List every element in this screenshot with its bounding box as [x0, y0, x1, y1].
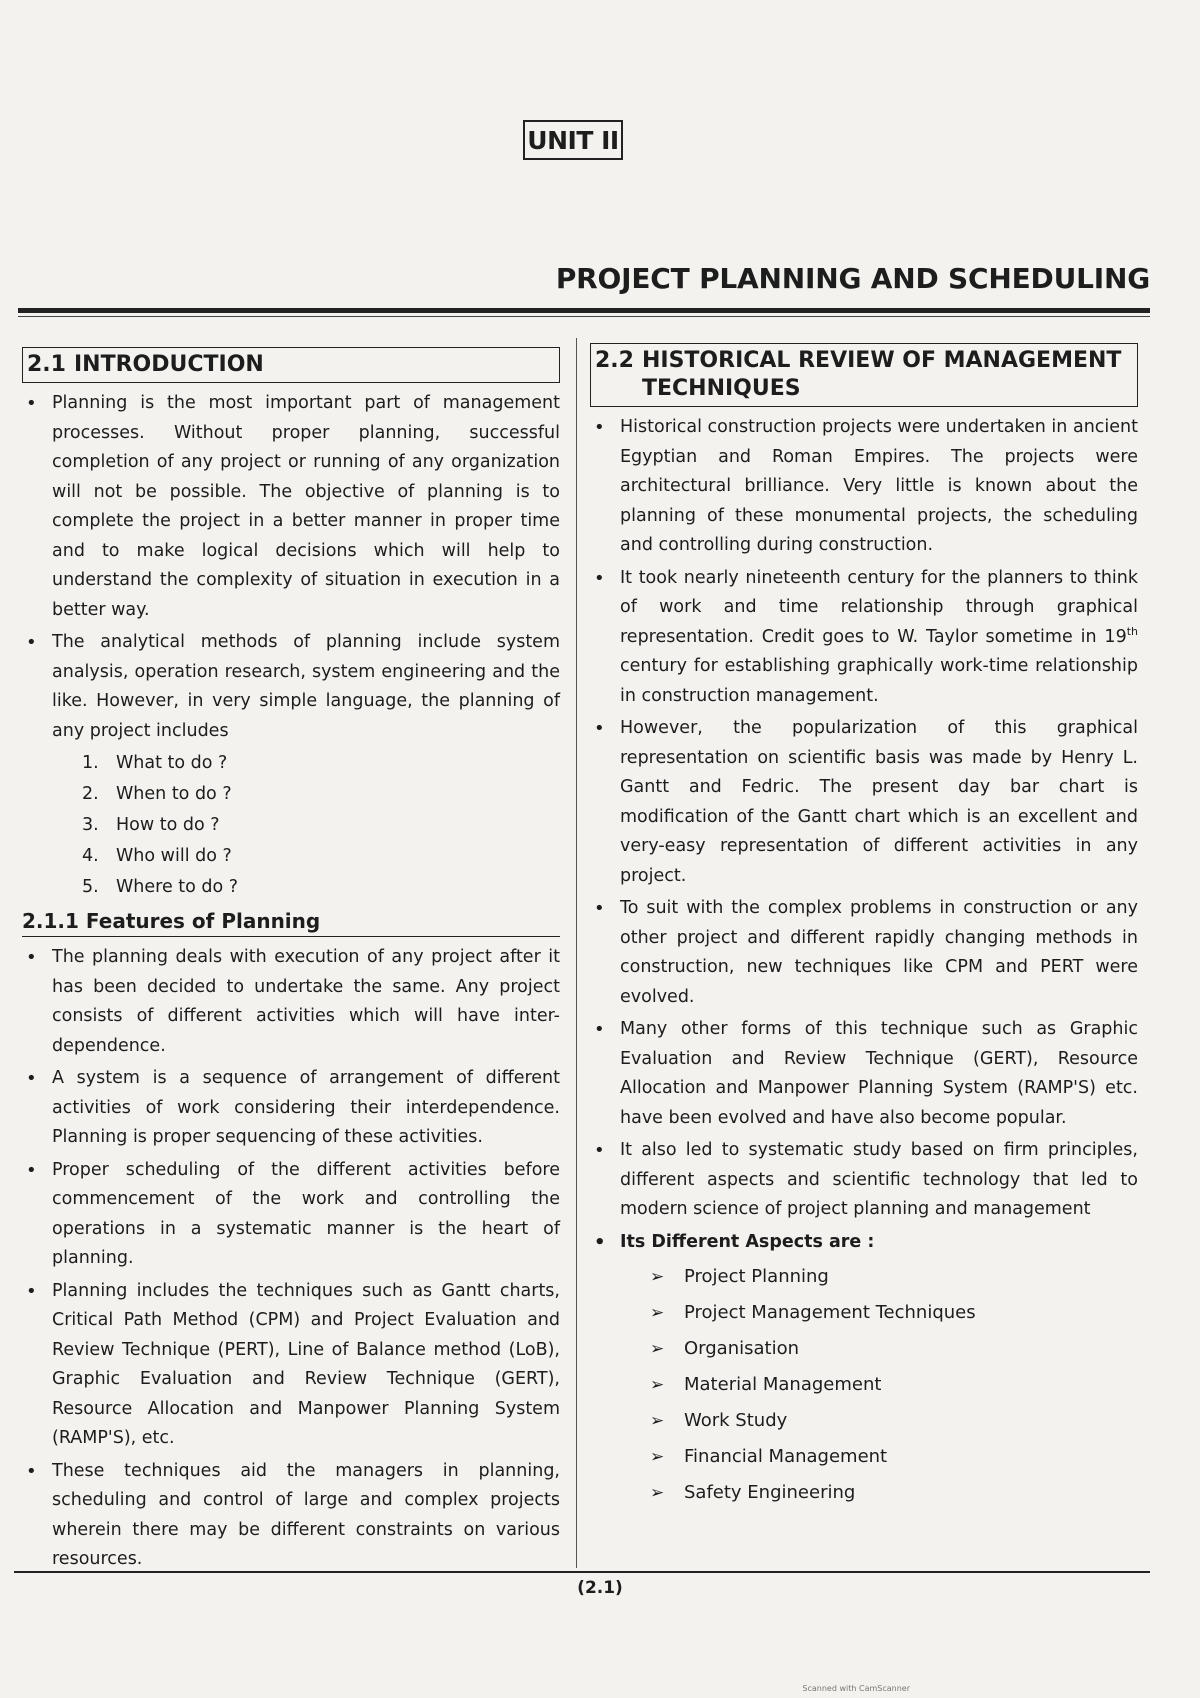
bullet-item: • The planning deals with execution of any project after it has been decided to undertake the same. Any project consists of different activities which will have inter-dependence. [22, 943, 560, 1061]
arrow-bullet-icon: ➢ [650, 1411, 665, 1431]
arrow-bullet-icon: ➢ [650, 1267, 665, 1287]
bullet-text: The analytical methods of planning include system analysis, operation research, system engineering and the like. However, in very simple language, the planning of any project includes [52, 632, 560, 741]
item-number: 2. [82, 784, 99, 804]
header-rule-thick [18, 308, 1150, 313]
aspects-list [650, 1259, 1138, 1511]
section-title: INTRODUCTION [73, 352, 264, 377]
aspect-text: Organisation [684, 1338, 800, 1359]
arrow-bullet-icon: ➢ [650, 1303, 665, 1323]
aspect-item [650, 1475, 1138, 1511]
arrow-bullet-icon: ➢ [650, 1375, 665, 1395]
aspect-item [650, 1331, 1138, 1367]
subsection-heading-features: 2.1.1 Features of Planning [22, 907, 560, 937]
bullet-item: • Planning is the most important part of management processes. Without proper planning, successful completion of any project or running of any organization will not be possible. The objective of planning is to complete the project in a better manner in proper time and to make logical decisions which will help to understand the complexity of situation in execution in a better way. [22, 389, 560, 625]
aspect-item [650, 1259, 1138, 1295]
aspect-item [650, 1295, 1138, 1331]
section-number: 2.1 [27, 352, 66, 377]
bullet-item: • Many other forms of this technique such as Graphic Evaluation and Review Technique (GERT), Resource Allocation and Manpower Planning System (RAMP'S) etc. have been evolved and have also become popular. [590, 1015, 1138, 1133]
section-title: HISTORICAL REVIEW OF MANAGEMENT TECHNIQUES [641, 348, 1122, 401]
aspect-text: Safety Engineering [684, 1482, 856, 1503]
unit-label: UNIT II [523, 120, 623, 160]
arrow-bullet-icon: ➢ [650, 1483, 665, 1503]
bullet-text: century for establishing graphically work-time relationship in construction management. [620, 656, 1138, 706]
aspect-item [650, 1367, 1138, 1403]
scanner-watermark: Scanned with CamScanner [802, 1684, 910, 1693]
item-text: Where to do ? [116, 877, 239, 897]
section-heading-introduction [22, 347, 560, 383]
item-number: 3. [82, 815, 99, 835]
aspect-item [650, 1439, 1138, 1475]
bullet-item: • A system is a sequence of arrangement of different activities of work considering their interdependence. Planning is proper sequencing of these activities. [22, 1064, 560, 1153]
section-number: 2.2 [595, 348, 634, 373]
planning-questions-list [82, 748, 560, 903]
bullet-item: • These techniques aid the managers in planning, scheduling and control of large and complex projects wherein there may be different constraints on various resources. [22, 1457, 560, 1575]
bullet-item: • However, the popularization of this graphical representation on scientific basis was made by Henry L. Gantt and Fedric. The present day bar chart is modification of the Gantt chart which is an excellent and very-easy representation of different activities in any project. [590, 714, 1138, 891]
aspects-heading: Its Different Aspects are : [620, 1231, 875, 1252]
arrow-bullet-icon: ➢ [650, 1447, 665, 1467]
item-number: 1. [82, 753, 99, 773]
bullet-item-aspects-heading [590, 1228, 1138, 1512]
list-item [82, 810, 560, 841]
column-divider [576, 338, 577, 1568]
list-item [82, 748, 560, 779]
aspect-text: Project Management Techniques [684, 1302, 976, 1323]
bullet-item [22, 628, 560, 903]
arrow-bullet-icon: ➢ [650, 1339, 665, 1359]
page-number: (2.1) [577, 1578, 623, 1598]
chapter-title: PROJECT PLANNING AND SCHEDULING [555, 262, 1150, 295]
bullet-text: It took nearly nineteenth century for the planners to think of work and time relationship through graphical representation. Credit goes to W. Taylor sometime in 19 [620, 567, 1138, 647]
item-text: What to do ? [116, 753, 228, 773]
bullet-item: • To suit with the complex problems in construction or any other project and different rapidly changing methods in construction, new techniques like CPM and PERT were evolved. [590, 894, 1138, 1012]
list-item [82, 841, 560, 872]
superscript: th [1126, 624, 1138, 638]
bullet-item: • Proper scheduling of the different activities before commencement of the work and controlling the operations in a systematic manner is the heart of planning. [22, 1156, 560, 1274]
bullet-item [590, 564, 1138, 712]
header-rule-thin [18, 316, 1150, 317]
item-text: How to do ? [116, 815, 220, 835]
bullet-item: • It also led to systematic study based on firm principles, different aspects and scientific technology that led to modern science of project planning and management [590, 1136, 1138, 1225]
aspect-text: Material Management [684, 1374, 882, 1395]
section-heading-historical-review [590, 343, 1138, 407]
history-bullet-list [590, 413, 1138, 1511]
list-item [82, 779, 560, 810]
item-number: 5. [82, 877, 99, 897]
bullet-item: • Planning includes the techniques such as Gantt charts, Critical Path Method (CPM) and Project Evaluation and Review Technique (PERT), Line of Balance method (LoB), Graphic Evaluation and Review Technique (GERT), Resource Allocation and Manpower Planning System (RAMP'S), etc. [22, 1277, 560, 1454]
left-column [22, 347, 560, 1578]
item-number: 4. [82, 846, 99, 866]
bullet-item: • Historical construction projects were undertaken in ancient Egyptian and Roman Empires. The projects were architectural brilliance. Very little is known about the planning of these monumental projects, the scheduling and controlling during construction. [590, 413, 1138, 561]
footer-rule [14, 1571, 1150, 1573]
aspect-text: Work Study [684, 1410, 788, 1431]
aspect-item [650, 1403, 1138, 1439]
intro-bullet-list [22, 389, 560, 903]
aspect-text: Project Planning [684, 1266, 829, 1287]
item-text: Who will do ? [116, 846, 232, 866]
aspect-text: Financial Management [684, 1446, 888, 1467]
list-item [82, 872, 560, 903]
right-column [590, 343, 1138, 1514]
item-text: When to do ? [116, 784, 232, 804]
features-bullet-list [22, 943, 560, 1575]
